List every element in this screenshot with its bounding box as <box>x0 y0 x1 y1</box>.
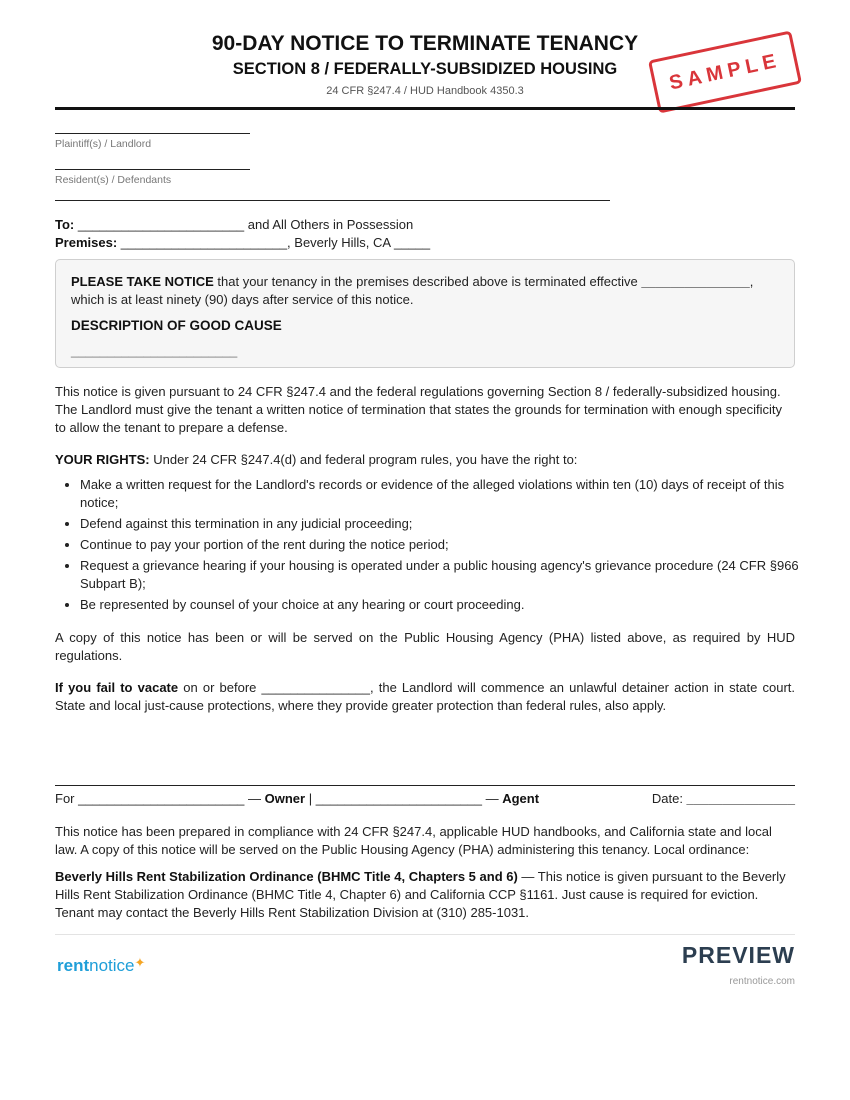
notice-body-end: , which is at least ninety (90) days after service of this notice. <box>71 274 754 307</box>
premises-line <box>55 235 430 250</box>
notice-box <box>55 259 795 368</box>
logo-text-rent: rent <box>57 956 90 975</box>
rights-lead: YOUR RIGHTS: <box>55 452 150 467</box>
list-item: • Continue to pay your portion of the rent during the notice period; <box>80 536 820 554</box>
document-subtitle: SECTION 8 / FEDERALLY-SUBSIDIZED HOUSING <box>232 60 618 78</box>
document-title: 90-DAY NOTICE TO TERMINATE TENANCY <box>211 32 639 55</box>
agent-label: Agent <box>502 791 540 806</box>
pha-copy-paragraph: A copy of this notice has been or will be served on the Public Housing Agency (PHA) listed above, as required by HUD regulations. <box>55 630 795 663</box>
logo-text-notice: notice <box>89 956 135 975</box>
premises-label: Premises: <box>55 235 118 250</box>
plaintiff-signature-line <box>55 133 250 134</box>
resident-label: Resident(s) / Defendants <box>55 174 172 186</box>
caption-divider <box>55 200 610 201</box>
signature-row <box>55 791 795 806</box>
compliance-paragraph: This notice has been prepared in compliance with 24 CFR §247.4, applicable HUD handbooks, and California state and local law. A copy of this notice will be served on the Public Housing Agency (PHA) administering this tenancy. Local ordinance: <box>55 824 772 857</box>
header-divider <box>55 107 795 110</box>
vacate-text: on or before _______________, the Landlord will commence an unlawful detainer action in state court. State and local just-cause protections, where they provide greater protection than federal rules, also apply. <box>55 680 795 713</box>
regulation-citation: 24 CFR §247.4 / HUD Handbook 4350.3 <box>326 85 524 97</box>
list-item: • Defend against this termination in any judicial proceeding; <box>80 515 820 533</box>
rights-intro <box>55 451 795 469</box>
date-field <box>652 791 795 806</box>
preview-label: PREVIEW <box>681 942 795 968</box>
vacate-paragraph <box>55 679 795 715</box>
rights-text: Under 24 CFR §247.4(d) and federal program rules, you have the right to: <box>149 452 578 467</box>
list-item: • Be represented by counsel of your choice at any hearing or court proceeding. <box>80 596 820 614</box>
premises-text: _______________________, Beverly Hills, CA _____ <box>117 235 431 250</box>
termination-statement <box>71 273 776 309</box>
intro-paragraph: This notice is given pursuant to 24 CFR §247.4 and the federal regulations governing Section 8 / federally-subsidized housing. The Landlord must give the tenant a written notice of termination that states the grounds for termination with enough specificity to allow the tenant to prepare a defense. <box>55 384 782 435</box>
list-item: • Request a grievance hearing if your housing is operated under a public housing agency's grievance procedure (24 CFR §966 Subpart B); <box>80 557 820 593</box>
ordinance-paragraph <box>55 868 795 922</box>
for-text: For _______________________ — <box>55 791 265 806</box>
date-blank: _______________ <box>686 791 795 806</box>
ordinance-text: — This notice is given pursuant to the Beverly Hills Rent Stabilization Ordinance (BHMC Title 4, Chapter 6) and California CCP §1161. Just cause is required for eviction. Tenant may contact the Beverly Hills Rent Stabilization Division at (310) 285-1031. <box>55 869 786 920</box>
plaintiff-label: Plaintiff(s) / Landlord <box>55 138 152 150</box>
notice-lead: PLEASE TAKE NOTICE <box>71 274 214 289</box>
sample-stamp: SAMPLE <box>648 30 802 113</box>
signature-separator: | _______________________ — <box>305 791 503 806</box>
ordinance-lead: Beverly Hills Rent Stabilization Ordinance (BHMC Title 4, Chapters 5 and 6) <box>55 869 518 884</box>
vacate-lead: If you fail to vacate <box>55 680 179 695</box>
signature-divider <box>55 785 795 786</box>
rentnotice-logo <box>57 956 145 976</box>
sparkle-icon: ✦ <box>134 955 146 970</box>
owner-label: Owner <box>264 791 306 806</box>
termination-date-blank: _______________ <box>641 274 750 289</box>
resident-signature-line <box>55 169 250 170</box>
to-line <box>55 217 413 232</box>
date-label: Date: <box>651 791 687 806</box>
notice-body: that your tenancy in the premises described above is terminated effective <box>213 274 642 289</box>
to-label: To: <box>55 217 75 232</box>
to-text: _______________________ and All Others in Possession <box>74 217 414 232</box>
rights-list <box>55 476 820 617</box>
list-item: • Make a written request for the Landlord's records or evidence of the alleged violations within ten (10) days of receipt of this notice; <box>80 476 820 512</box>
good-cause-heading: DESCRIPTION OF GOOD CAUSE <box>71 318 282 333</box>
good-cause-blank: _______________________ <box>71 343 238 358</box>
footer-divider <box>55 934 795 935</box>
site-url: rentnotice.com <box>729 976 795 987</box>
